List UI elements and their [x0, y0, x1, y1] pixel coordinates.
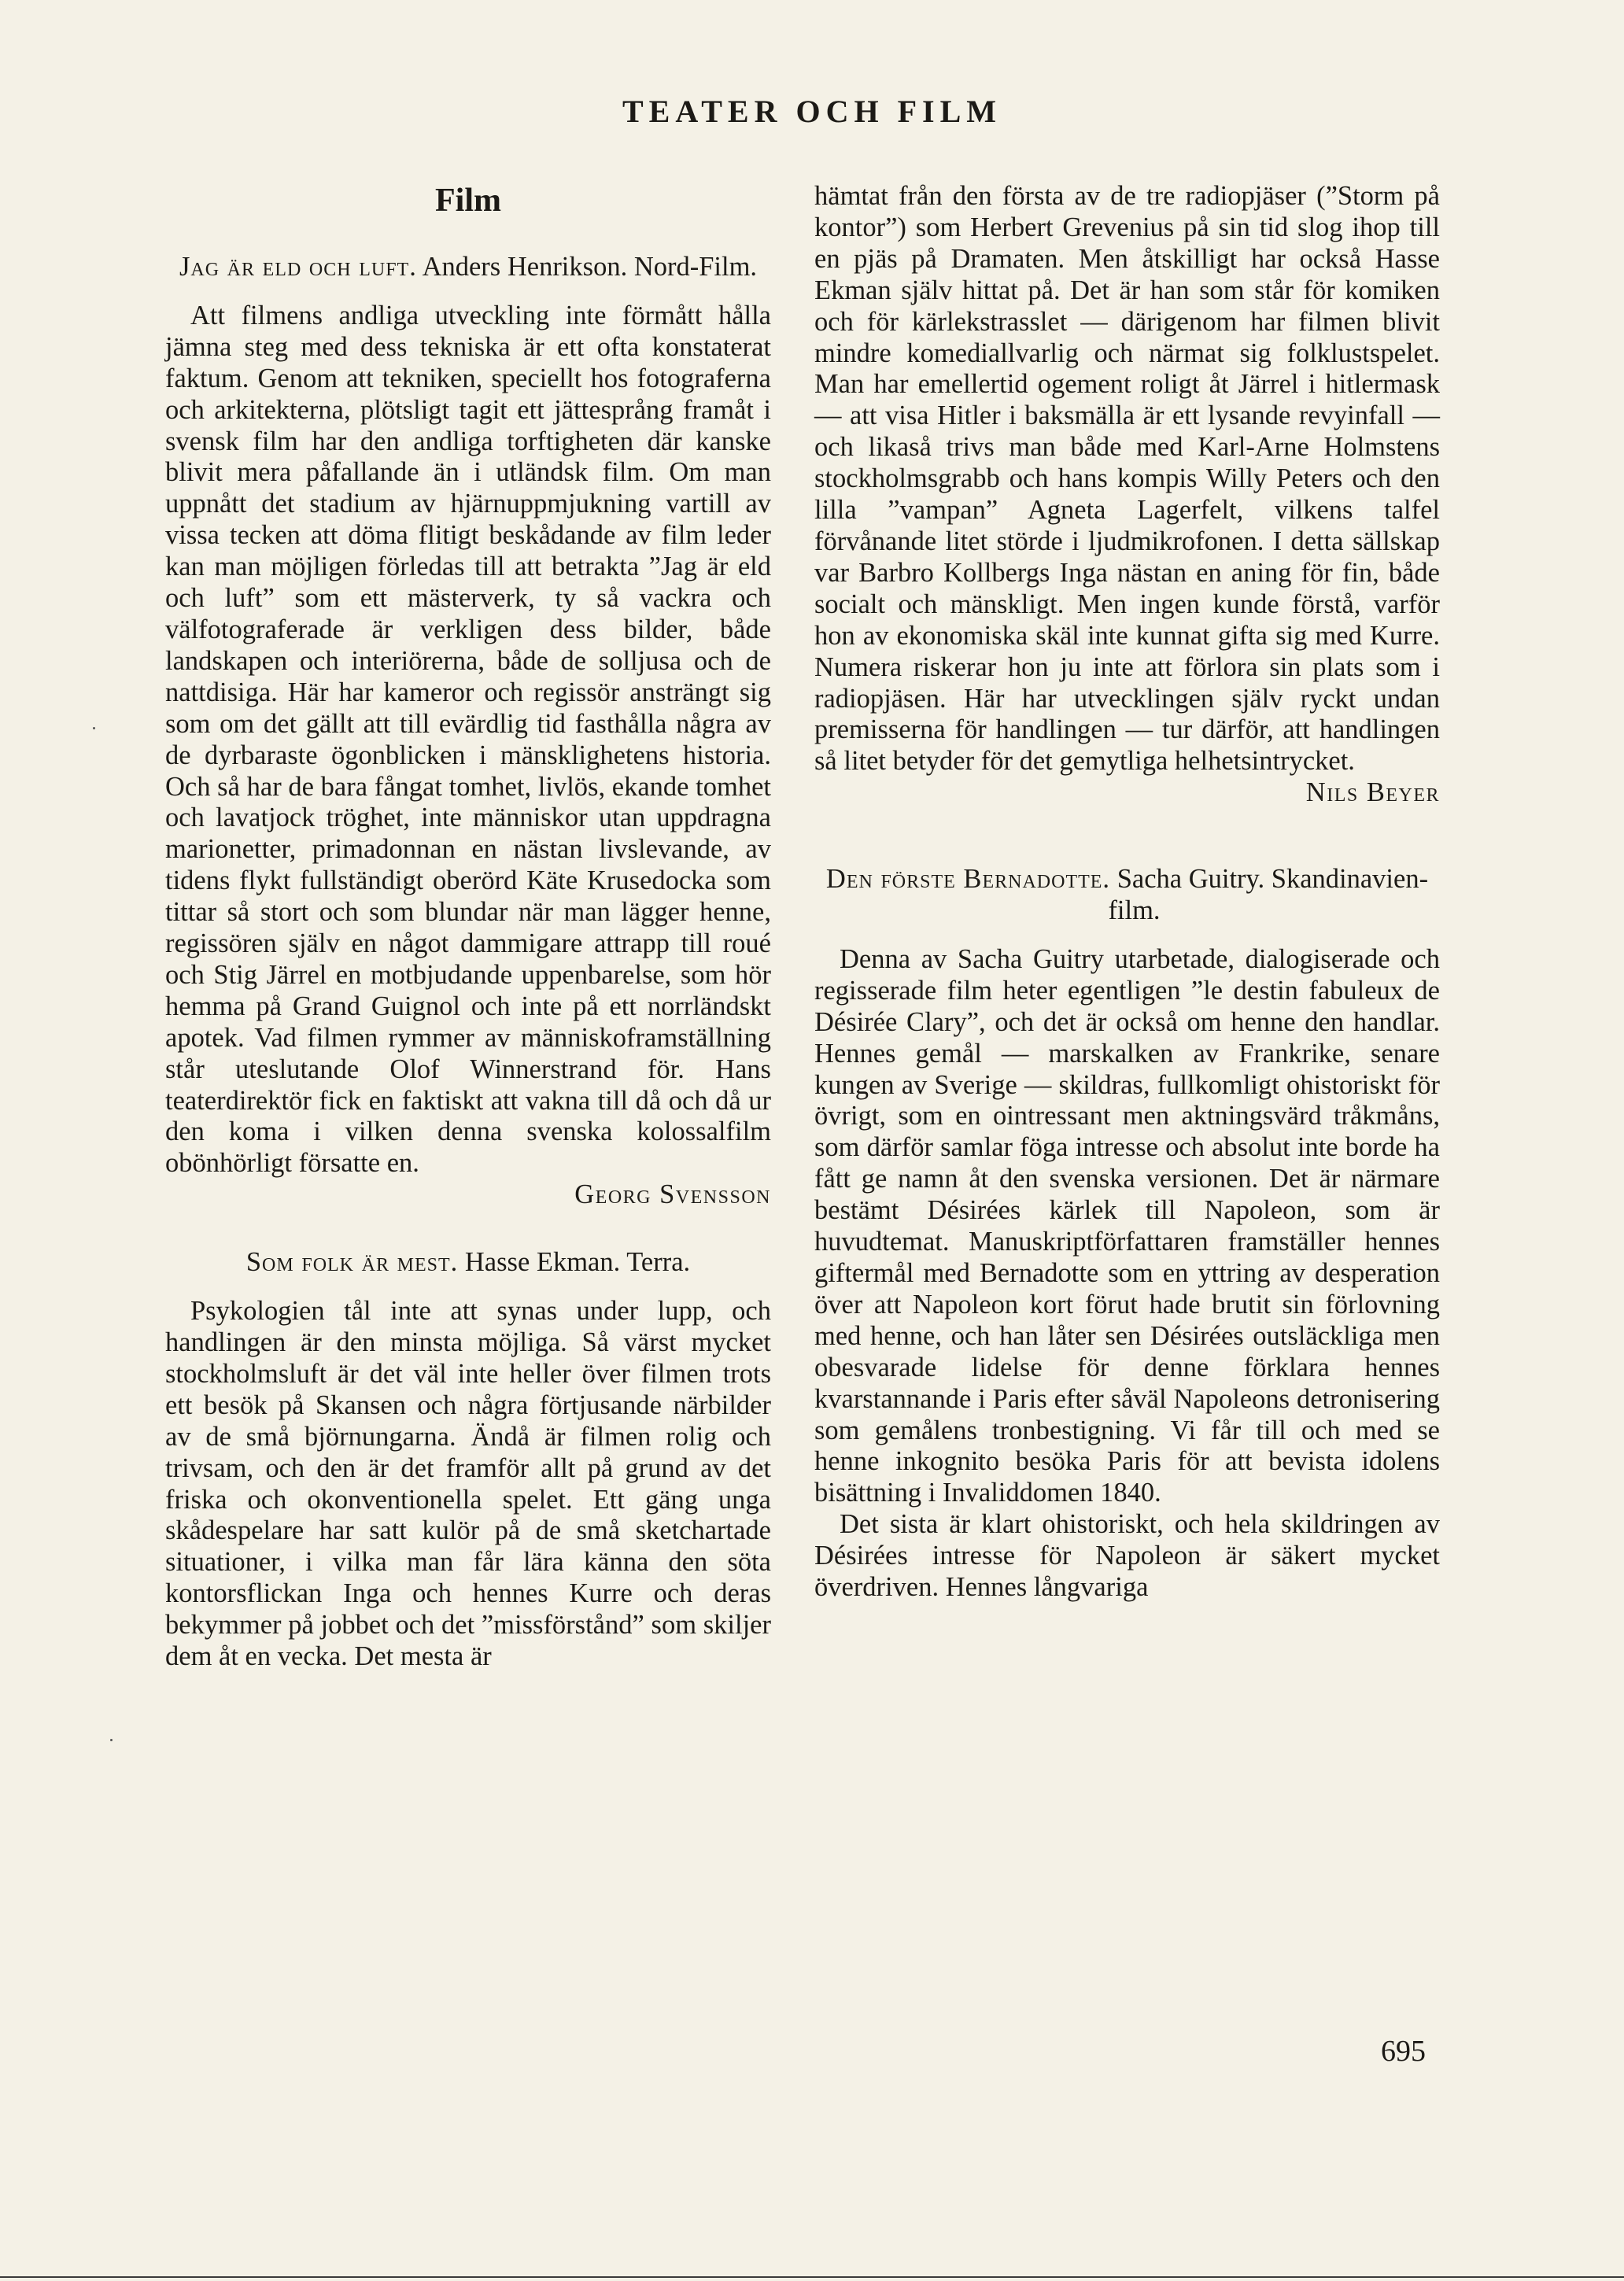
- film-title: Som folk är mest.: [245, 1247, 459, 1278]
- left-column: [165, 181, 771, 1673]
- review-author: Nils Beyer: [1305, 777, 1440, 808]
- section-title: Film: [435, 183, 501, 219]
- review-paragraph: Det sista är klart ohistoriskt, och hela skildringen av Désirées intresse för Napoleon är säkert mycket överdriven. Hennes långvariga: [814, 1509, 1440, 1603]
- review-heading: [814, 864, 1440, 927]
- review-heading: [165, 252, 771, 283]
- review-heading: [165, 1247, 771, 1279]
- film-credits: Sacha Guitry. Skandinavien-film.: [1108, 864, 1429, 926]
- film-credits: Anders Henrikson. Nord-Film.: [422, 252, 758, 282]
- page-number: 695: [1381, 2035, 1426, 2068]
- review-paragraph: Psykologien tål inte att synas under lupp, och handlingen är den minsta möjliga. Så värst mycket stockholmsluft är det väl inte heller över filmen trots ett besök på Skansen och några förtjusande närbilder av de små björnungarna. Ändå är filmen rolig och trivsam, och den är det framför allt på grund av det friska och okonventionella spelet. Ett gäng unga skådespelare har satt kulör på de små sketchartade situationer, i vilka man får lära känna den söta kontorsflickan Inga och hennes Kurre och deras bekymmer på jobbet och det ”missförstånd” som skiljer dem åt en vecka. Det mesta är: [165, 1296, 771, 1672]
- film-credits: Hasse Ekman. Terra.: [464, 1247, 691, 1278]
- margin-speck: [110, 1739, 113, 1741]
- review-paragraph-continued: hämtat från den första av de tre radiopjäser (”Storm på kontor”) som Herbert Grevenius på sin tid slog ihop till en pjäs på Dramaten. Men åtskilligt har också Hasse Ekman själv hittat på. Det är han som står för komiken och för kärlekstrasslet — därigenom har filmen blivit mindre komediallvarlig och närmat sig folklustspelet. Man har emellertid ogement roligt åt Järrel i hitlermask — att visa Hitler i baksmälla är ett lysande revyinfall — och likaså trivs man både med Karl-Arne Holmstens stockholmsgrabb och hans kompis Willy Peters och den lilla ”vampan” Agneta Lagerfelt, vilkens talfel förvånande litet störde i ljudmikrofonen. I detta sällskap var Barbro Kollbergs Inga nästan en aning för fin, både socialt och mänskligt. Men ingen kunde förstå, varför hon av ekonomiska skäl inte kunnat gifta sig med Kurre. Numera riskerar hon ju inte att förlora sin plats som i radiopjäsen. Här har utvecklingen själv ryckt undan premisserna för handlingen — tur därför, att handlingen så litet betyder för det gemytliga helhetsintrycket.: [814, 181, 1440, 777]
- review-author: Georg Svensson: [574, 1179, 771, 1210]
- review-paragraph: Att filmens andliga utveckling inte förmått hålla jämna steg med dess tekniska är ett ofta konstaterat faktum. Genom att tekniken, speciellt hos fotograferna och arkitekterna, plötsligt tagit ett jättesprång framåt i svensk film har den andliga torftigheten där kanske blivit mera påfallande än i utländsk film. Om man uppnått det stadium av hjärnuppmjukning vartill av vissa tecken att döma flitigt beskådande av film leder kan man möjligen förledas till att betrakta ”Jag är eld och luft” som ett mästerverk, ty så vackra och välfotograferade är verkligen dess bilder, både landskapen och interiörerna, både de solljusa och de nattdisiga. Här har kameror och regissör ansträngt sig som om det gällt att till evärdlig tid fasthålla några av de dyrbaraste ögonblicken i mänsklighetens historia. Och så har de bara fångat tomhet, livlös, ekande tomhet och lavatjock tröghet, inte människor utan uppdragna marionetter, primadonnan en nästan livslevande, av tidens flykt fullständigt oberörd Käte Krusedocka som tittar så stort och som blundar när man lägger henne, regissören själv en något dammigare attrapp till roué och Stig Järrel en motbjudande uppenbarelse, som hör hemma på Grand Guignol och inte på ett norrländskt apotek. Vad filmen rymmer av människoframställning står uteslutande Olof Winnerstrand för. Hans teaterdirektör fick en faktiskt att vakna till då och då ur den koma i vilken denna svenska kolossalfilm obönhörligt försatte en.: [165, 300, 771, 1179]
- right-column: [814, 181, 1440, 1604]
- film-title: Den förste Bernadotte.: [825, 864, 1111, 895]
- margin-speck: [93, 727, 95, 729]
- page-edge-line: [0, 2276, 1624, 2278]
- film-title: Jag är eld och luft.: [179, 252, 417, 282]
- running-head: TEATER OCH FILM: [622, 94, 1002, 129]
- review-paragraph: Denna av Sacha Guitry utarbetade, dialogiserade och regisserade film heter egentligen ”le destin fabuleux de Désirée Clary”, och det är också om henne den handlar. Hennes gemål — marskalken av Frankrike, senare kungen av Sverige — skildras, fullkomligt ohistoriskt för övrigt, som en ointressant men aktningsvärd tråkmåns, som därför samlar föga intresse och absolut inte borde ha fått ge namn åt den svenska versionen. Det är närmare bestämt Désirées kärlek till Napoleon, som är huvudtemat. Manuskriptförfattaren framställer hennes giftermål med Bernadotte som en yttring av desperation över att Napoleon kort förut hade brutit sin förlovning med henne, och han låter sen Désirées outsläckliga men obesvarade lidelse för denne förklara hennes kvarstannande i Paris efter såväl Napoleons detronisering som gemålens tronbestigning. Vi får till och med se henne inkognito besöka Paris för att bevista idolens bisättning i Invaliddomen 1840.: [814, 943, 1440, 1508]
